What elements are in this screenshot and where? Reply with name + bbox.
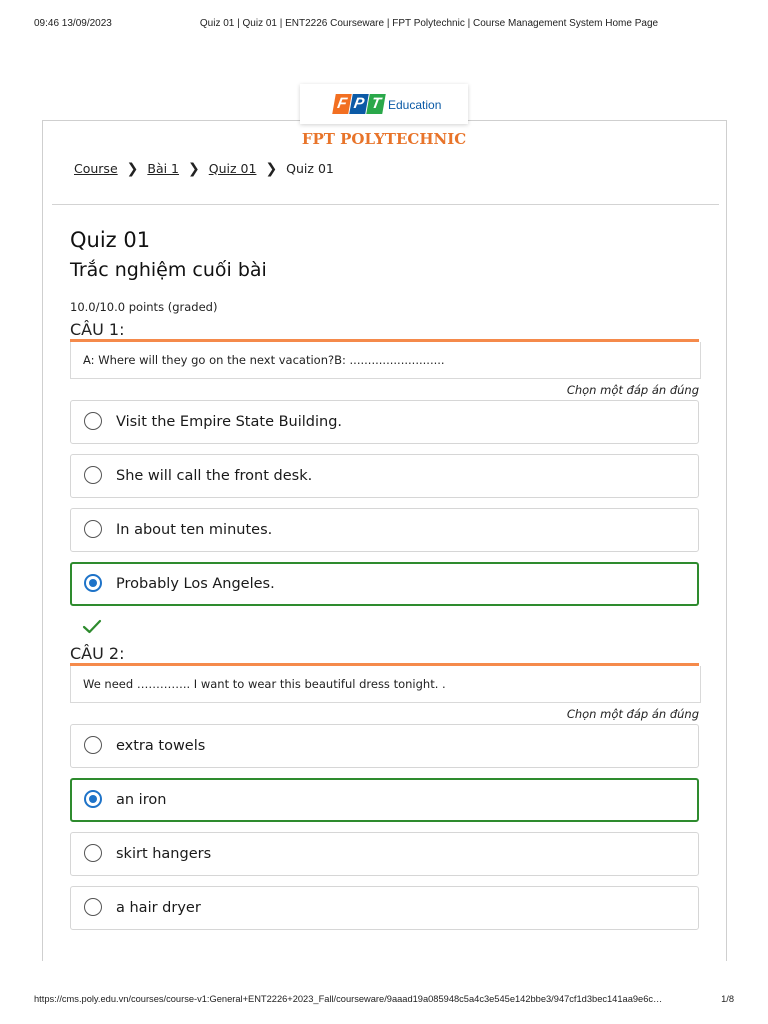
logo-tiles — [334, 94, 385, 114]
question-2-option-2[interactable] — [70, 778, 699, 822]
option-label: Probably Los Angeles. — [116, 576, 275, 592]
breadcrumb-quiz-section[interactable]: Quiz 01 — [208, 160, 257, 176]
question-1-option-1[interactable] — [70, 400, 699, 444]
breadcrumb-course[interactable]: Course — [74, 160, 118, 176]
page-subtitle: Trắc nghiệm cuối bài — [70, 259, 267, 281]
question-1-option-2[interactable] — [70, 454, 699, 498]
option-label: an iron — [116, 792, 167, 808]
breadcrumb-lesson[interactable]: Bài 1 — [147, 160, 180, 176]
question-2-option-3[interactable] — [70, 832, 699, 876]
page-title: Quiz 01 — [70, 228, 151, 252]
print-datetime: 09:46 13/09/2023 — [34, 18, 112, 29]
option-label: In about ten minutes. — [116, 522, 273, 538]
question-2-heading: CÂU 2: — [70, 644, 125, 663]
points-status: 10.0/10.0 points (graded) — [70, 300, 218, 314]
option-label: Visit the Empire State Building. — [116, 414, 343, 430]
question-2-instruction: Chọn một đáp án đúng — [566, 707, 699, 721]
question-1-option-3[interactable] — [70, 508, 699, 552]
chevron-right-icon: ❯ — [126, 161, 139, 177]
breadcrumb — [74, 160, 334, 176]
breadcrumb-current: Quiz 01 — [286, 160, 334, 176]
logo-tile-f: F — [332, 94, 352, 114]
checkmark-icon — [82, 619, 102, 635]
radio-unchecked-icon[interactable] — [84, 736, 102, 754]
chevron-right-icon: ❯ — [188, 161, 200, 177]
question-2-option-4[interactable] — [70, 886, 699, 930]
fpt-education-logo[interactable] — [300, 84, 468, 124]
option-label: skirt hangers — [116, 846, 212, 862]
question-1-prompt: A: Where will they go on the next vacation?B: .......................... — [70, 342, 701, 379]
logo-tile-t: T — [366, 94, 386, 114]
radio-unchecked-icon[interactable] — [84, 898, 102, 916]
question-1-heading: CÂU 1: — [70, 320, 125, 339]
question-1-option-4[interactable] — [70, 562, 699, 606]
header-divider — [52, 204, 719, 205]
radio-unchecked-icon[interactable] — [84, 844, 102, 862]
radio-unchecked-icon[interactable] — [84, 520, 102, 538]
logo-tile-p: P — [349, 94, 369, 114]
radio-unchecked-icon[interactable] — [84, 412, 102, 430]
print-document-title: Quiz 01 | Quiz 01 | ENT2226 Courseware | FPT Polytechnic | Course Management System Home Page — [199, 18, 659, 29]
radio-unchecked-icon[interactable] — [84, 466, 102, 484]
option-label: a hair dryer — [116, 900, 201, 916]
print-url: https://cms.poly.edu.vn/courses/course-v1:General+ENT2226+2023_Fall/courseware/9aaad19a085948c5a4c3e545e142bbe3/947cf1d3bec141aa9e6c… — [34, 994, 663, 1004]
logo-tagline: Education — [388, 98, 442, 112]
option-label: She will call the front desk. — [116, 468, 313, 484]
chevron-right-icon: ❯ — [265, 161, 278, 177]
print-footer — [34, 994, 734, 1010]
option-label: extra towels — [116, 738, 206, 754]
question-2-option-1[interactable] — [70, 724, 699, 768]
question-2-prompt: We need ………….. I want to wear this beautiful dress tonight. . — [70, 666, 701, 703]
radio-checked-icon[interactable] — [84, 790, 102, 808]
brand-name: FPT POLYTECHNIC — [301, 130, 467, 148]
print-page-count: 1/8 — [721, 994, 734, 1004]
question-1-instruction: Chọn một đáp án đúng — [566, 383, 699, 397]
print-header — [34, 18, 734, 34]
radio-checked-icon[interactable] — [84, 574, 102, 592]
